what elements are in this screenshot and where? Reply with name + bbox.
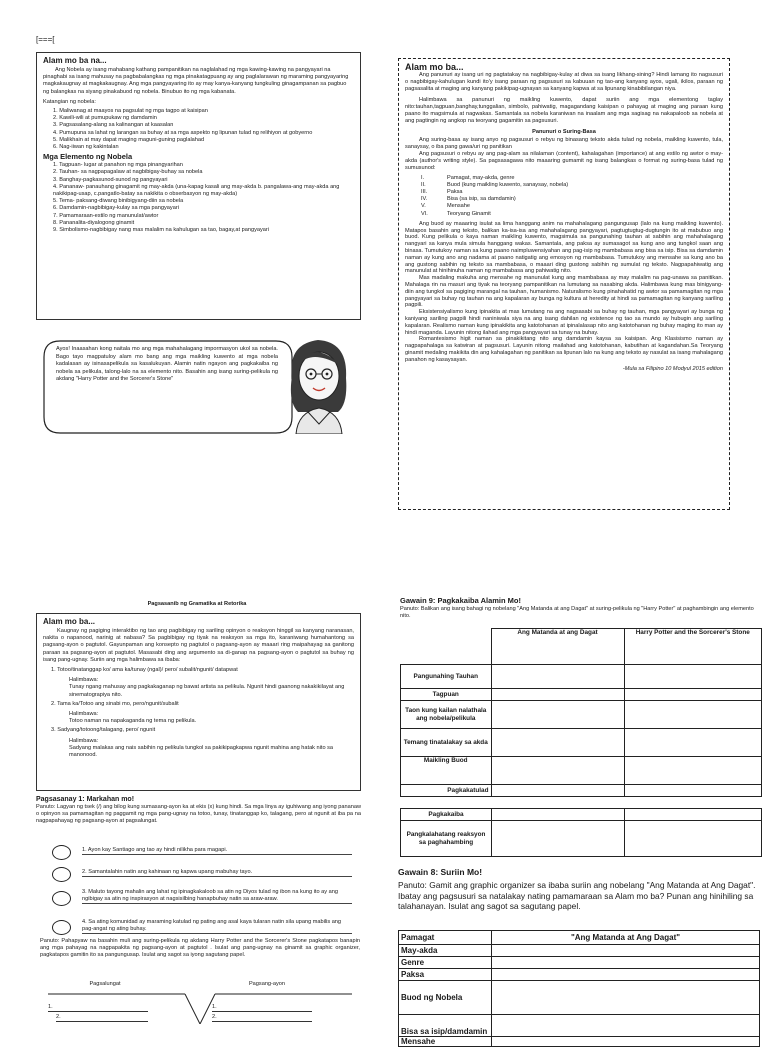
panunuri-definition: Ang panunuri ay isang uri ng pagtatakay na nagbibigay-kulay at diwa sa isang likhang-sining? Hindi lamang ito nagsusuri o nagbibigay-kahulugan kundi ito'y isang paraan ng pagsusuri sa kabuuan ng tao-ang kanyang ayos, ugali, ikilos, paraan ng pagsasalita at maging ang kanyang pakikipag-ugnayan sa kanyang kapwa at sa lipunang kinabibilangan niya. xyxy=(405,72,723,93)
panel-heading: Alam mo ba na... xyxy=(43,56,107,65)
statement-row: 4. Sa ating komunidad ay maraming katulad ng pating ang asal kaya tularan natin sila upang mabilis ang pag-angat ng ating buhay. xyxy=(52,917,357,941)
list-item: 2. Kawili-wili at pumupukaw ng damdamin xyxy=(53,115,157,122)
example-item: 2. Tama ka/Totoo ang sinabi mo, pero/ngunit/subalit Halimbawa: Totoo naman na napakaganda ng tema ng pelikula. xyxy=(51,700,197,725)
answer-line[interactable]: 2. xyxy=(56,1014,148,1022)
list-item: 9. Simbolismo-nagbibigay nang mas malalim na kahulugan sa tao, bagay,at pangyayari xyxy=(53,227,270,234)
column-header: "Ang Matanda at Ang Dagat" xyxy=(492,931,760,945)
table-cell[interactable] xyxy=(625,821,762,857)
row-label: Pamagat xyxy=(399,931,492,945)
table-cell[interactable] xyxy=(492,981,760,1015)
example-item: 3. Sadyang/totoong/talagang, pero/ ngunit Halimbawa: Sadyang malakas ang nais sabihin ng pelikula tungkol sa pakikipagkapwa ngunit mahina ang hatak nito sa manonood. xyxy=(51,727,334,759)
panel-heading: Alam mo ba... xyxy=(43,617,96,626)
buod-paragraph: Ang buod ay maaaring isulat sa lima hanggang anim na mahahalagang pangungusap (lalo na kung maikling kuwento). Matapos basahin ang teksto, balikan ka-isa-isa ang mahahalagang pangyayari, pagtugtugtug-dugtungin ito at mabubuo ang buod. Kung pelikula o kaya naman maikling kuwento, magsimula sa pangunahing tauhan at sabihin ang mahahalagang nangyari sa kanya mula simula hanggang wakas. Samantala, ang paksa ay sumasagot sa kung ano ang tungkol saan ang binasa. Tumutukoy naman sa kung paano naimpluwensiyahan ang pag-isip ng mambabasa ang bisa sa isip. Bisa sa damdamin naman ay kung ano ang nadama at paano natigatig ang emosyon ng mambabasa. Tumutukoy ang mensahe sa kung ano ba ang gustong sabihin ng teksto sa mambabasa, o maaari ding gustong sabihin ng sumulat ng teksto. Nagpapahiwatig ang manunulat at hinihinuha naman ng mambabasa ang pahiwatig nito. xyxy=(405,220,723,275)
teorya-paragraph: Mas madaling makuha ang mensahe ng manunulat kung ang mambabasa ay may malalim na pag-unawa sa panitikan. Mahalaga rin na masuri ang tiyak na teoryang pampanitikan na lumutang sa nasabing akda. Halimbawa kung mas binigyang-diin ang tungkol sa pagiging marangal na tauhan, humanismo. Naturalismo kung pinahahatid ng awtor sa pamamagitan ng mga pangyayari sa buhay ng tauhan na ang kapalaran ay bunga ng kultura at heredity at hindi sa pamamagitan ng kanyang sariling pagpili. xyxy=(405,275,723,309)
table-cell[interactable] xyxy=(491,757,624,785)
speech-bubble-text: Ayos! Inaasahan kong naitala mo ang mga mahahalagang impormasyon ukol sa nobela. Bago tayo magpatuloy alam mo bang ang mga maikling kuwento at mga nobela kadalasan ay isinasapelikula sa kasalukuyan. Alamin natin ngayon ang pagkakaiba ng nobela sa pelikula, talong-lalo na sa elemento nito. Basahin ang isang suring-pelikula ng akdang "Harry Potter and the Sorcerer's Stone" xyxy=(56,346,278,383)
panel-heading: Alam mo ba... xyxy=(405,62,464,72)
list-item: IV. Bisa (sa isip, sa damdamin) xyxy=(421,196,516,203)
statement-row: 3. Maluto tayong mahalin ang lahat ng ipinagkakaloob sa atin ng Diyos tulad ng ibon na kung ito ay ang ngibigay sa atin ng inspirasyon at nagsisilbing hanapbuhay natin sa araw-araw. xyxy=(52,887,357,917)
statement-row: 2. Samantalahin natin ang kahinaan ng kapwa upang mabuhay tayo. xyxy=(52,865,357,887)
activity-title: Gawain 8: Suriin Mo! xyxy=(398,867,483,877)
activity-instructions: Panuto: Gamit ang graphic organizer sa ibaba suriin ang nobelang "Ang Matanda at Ang Dagat". Ibatay ang pagsusuri sa natalakay nating pamamaraan sa Alam mo ba? Punan ang hinihiling sa talahanayan. Isulat ang sagot sa sagutang papel. xyxy=(398,880,756,912)
list-item: I. Pamagat, may-akda, genre xyxy=(421,174,515,181)
table-cell[interactable] xyxy=(492,821,625,857)
list-item: V. Mensahe xyxy=(421,203,471,210)
list-item: 6. Nag-iiwan ng kakintalan xyxy=(53,144,119,151)
row-label: Pagkakatulad xyxy=(401,785,492,797)
list-item: 2. Tauhan- sa nagpapagalaw at nagbibigay-buhay sa nobela xyxy=(53,169,203,176)
table-cell[interactable] xyxy=(624,665,762,689)
table-cell[interactable] xyxy=(492,969,760,981)
romantisismo-paragraph: Romantesismo higit naman sa pinakikitang nito ang damdamin kaysa sa kaisipan. Ang Klasisismo naman ay nagpapahalaga sa katwiran at pagsusuri. Layunin nitong mailahad ang katotohanan, kabutihan at kagandahan.Sa Teoryang ginamit medaling makikita din ang kahalagahan ng panitikan sa lipunan lalo na kung ang teksto ay nasulat sa isang mahalagang panahon ng kasaysayan. xyxy=(405,336,723,363)
list-item: 1. Tagpuan- lugar at panahon ng mga pinangyarihan xyxy=(53,162,183,169)
table-cell[interactable] xyxy=(491,785,624,797)
comparison-table xyxy=(400,628,762,797)
table-cell[interactable] xyxy=(491,729,624,757)
table-cell[interactable] xyxy=(624,757,762,785)
activity-title: Gawain 9: Pagkakaiba Alamin Mo! xyxy=(400,596,522,605)
example-item: 1. Totoo/tinatanggap ko/ ama ka/tunay (ngal)/ pero/ subalit/ngunit/ datapwat Halimbawa: Tunay ngang mahusay ang pagkakaganap ng bawat artista sa pelikula. Ngunit hindi gaanong nakakikilayat ang sinematograpiya nito. xyxy=(51,667,345,698)
list-item: 5. Malikhain at may dapat maging maguni-guning paglalahad xyxy=(53,136,205,143)
answer-line[interactable]: 1. xyxy=(212,1004,312,1012)
elements-paragraph: Halimbawa sa panunuri ng maikling kuwento, dapat suriin ang mga elementong taglay nito:tauhan,tagpuan,banghay,tunggalian, simbolo, pahiwatig, magagandang kaisipan o pahayag at maging ang paraan kung paano ito magsimula at nagwakas. Samantala sa nobela karaniwan na inaalam ang mga sagisag na nakapaloob sa nobela at ang pagtingin ng angkop na teoryang gagamitin sa pagsusuri. xyxy=(405,96,723,125)
row-label: May-akda xyxy=(399,945,492,957)
elements-list xyxy=(53,162,354,234)
answer-line[interactable]: 1. xyxy=(48,1004,148,1012)
row-label: Genre xyxy=(399,957,492,969)
exercise-section xyxy=(36,796,361,826)
row-label: Paksa xyxy=(399,969,492,981)
table-cell[interactable] xyxy=(492,809,625,821)
row-label: Pangkalahatang reaksyon sa paghahambing xyxy=(401,821,492,857)
list-item: 3. Banghay-pagkasunod-sunod ng pangyayari xyxy=(53,176,168,183)
review-paragraph: Ang pagsusuri o rebyu ay ang pag-alam sa nilalaman (content), kahalagahan (importance) at ang estilo ng awtor o may-akda (author's writing style). Sa pagsasagawa nito maaaring gumamit ng isang balangkas o format ng suring-basa tulad ng sumusunod: xyxy=(405,151,723,172)
table-corner xyxy=(401,629,492,665)
list-item: 4. Pananaw- panauhang ginagamit ng may-akda (una-kapag kasali ang may-akda b. pangalawa-ang may-akda ang nakikipag-usap, c.pangatlo-batay sa nakikita o obserbasyon ng may-akda) xyxy=(53,183,340,198)
elements-title: Mga Elemento ng Nobela xyxy=(43,152,133,162)
answer-circle[interactable] xyxy=(52,867,71,882)
list-item: VI. Teoryang Ginamit xyxy=(421,210,491,217)
table-cell[interactable] xyxy=(624,785,762,797)
table-cell[interactable] xyxy=(624,729,762,757)
row-label: Maikling Buod xyxy=(401,757,492,785)
table-cell[interactable] xyxy=(624,701,762,729)
source-note: -Mula sa Filipino 10 Modyul 2015 edition xyxy=(622,365,723,372)
activity-instructions: Panuto: Balikan ang isang bahagi ng nobelang "Ang Matanda at ang Dagat" at suring-pelikula ng "Harry Potter" at paghambingin ang elemento nito. xyxy=(400,606,754,620)
characteristics-list xyxy=(53,108,354,151)
suring-basa-definition: Ang suring-basa ay isang anyo ng pagsusuri o rebyu ng binasang teksto akda tulad ng nobela, maikling kuwento, tula, sanaysay, o iba pang gawa/uri ng panitikan xyxy=(405,136,723,150)
analysis-table xyxy=(398,930,760,1047)
table-cell[interactable] xyxy=(492,945,760,957)
column-header: Ang Matanda at ang Dagat xyxy=(491,629,624,665)
suring-basa-panel xyxy=(398,58,730,510)
table-cell[interactable] xyxy=(492,1037,760,1047)
list-item: 3. Pagsasalang-alang sa kalinangan at kaasalan xyxy=(53,122,174,129)
nobela-definition: Ang Nobela ay isang mahabang kathang pampanitikan na naglalahad ng mga kawing-kawing na pangyayari na pinaghabi sa isang mahusay na pagbabalangkas ng mga pinakatagpuang ay ang paglalarawan ng maraming pangyayaring magkakaugnay at magkakaugnay. Ang mga pangyayaring ito ay may kanya-kanyang tungkuling ginagampanan sa pagbuo ng balangkas na siyang pinakabuod ng nobela. Binubuo ito ng mga kabanata. xyxy=(43,67,349,95)
list-item: II. Buod (kung maikling kuwento, sanaysay, nobela) xyxy=(421,181,569,188)
list-item: III. Paksa xyxy=(421,189,463,196)
organizer-instructions: Panuto: Pahapyaw na basahin muli ang suring-pelikula ng akdang Harry Potter and the Sorcerer's Stone pagkatapos banapin ang mga pahayag na nagpapakita ng pagsang-ayon at pagtutol . Isulat ang pang-ugnay na ginamit sa graphic organizer, pagkatapos gamitin ito sa pangungusap. Isulat ang sagot sa iyong sagutang papel. xyxy=(40,938,360,959)
page-title: Pagsasanib ng Gramatika at Retorika xyxy=(147,601,247,607)
statement-row: 1. Ayon kay Santiago ang tao ay hindi nilikha para magapi. xyxy=(52,843,357,865)
nobela-info-panel xyxy=(36,52,361,320)
row-label: Mensahe xyxy=(399,1037,492,1047)
row-label: Pagkakaiba xyxy=(401,809,492,821)
intro-paragraph: Kaugnay ng pagiging interaktibo ng tao ang pagbibigay ng sariling opinyon o reaksyon hinggil sa kanyang naranasan, nakita o napanood, narinig at nabasa? Sa pagbibigay ng tiyak na reaksyon sa mga ito, karaniwang humahantong sa pagsang-ayon o pagtutol. Gayunpaman ang konsepto ng pagtutol o pagsang-ayon ay maaari ring maipahayag sa ganitong paraan sa pagsang-ayon at pagtutol. Masasabi ding ang argumento sa di-ganap na pagsang-ayon o pagtutol sa buhay ng isang pang-ugnay. Suriin ang mga halimbawa sa ibaba: xyxy=(43,628,354,663)
row-label: Pangunahing Tauhan xyxy=(401,665,492,689)
row-label: Buod ng Nobela xyxy=(399,981,492,1015)
table-cell[interactable] xyxy=(625,809,762,821)
gramatika-info-panel xyxy=(36,613,361,791)
table-cell[interactable] xyxy=(624,689,762,701)
table-cell[interactable] xyxy=(492,957,760,969)
teacher-avatar-icon xyxy=(282,334,354,434)
exercise-title: Pagsasanay 1: Markahan mo! xyxy=(36,796,135,803)
answer-circle[interactable] xyxy=(52,845,71,860)
section-subheading: Panunuri o Suring-Basa xyxy=(532,129,596,136)
table-cell[interactable] xyxy=(491,701,624,729)
comparison-table-lower xyxy=(400,808,762,857)
types-title: Katangian ng nobela: xyxy=(43,98,96,105)
table-cell[interactable] xyxy=(491,665,624,689)
table-cell[interactable] xyxy=(492,1015,760,1037)
list-item: 6. Damdamin-nagbibigay-kulay sa mga pangyayari xyxy=(53,205,179,212)
row-label: Temang tinatalakay sa akda xyxy=(401,729,492,757)
row-label: Bisa sa isip/damdamin xyxy=(399,1015,492,1037)
list-item: 7. Pamamaraan-estilo ng manunulat/awtor xyxy=(53,212,159,219)
answer-circle[interactable] xyxy=(52,920,71,935)
eksistensiyalismo-paragraph: Eksistensiyalismo kung ipinakita at mas lumutang na ang nagsasabi sa buhay ng tauhan, mga pangyayari ay bunga ng kaniyang sariling pagpili hindi naniniwala siya na ang isang dahilan ng existence ng tao sa mundo ay hubugin ang sariling kapalaran. Realismo naman kung ipinakikita ang katotohanan at ipinalalasap nito ang katotohanan ng buhay maging ito man ay hindi maganda. Layunin nitong ilahad ang mga pangyayari sa tunay na buhay. xyxy=(405,309,723,336)
review-outline xyxy=(421,175,723,218)
exercise-instructions: Panuto: Lagyan ng tsek (/) ang bilog kung sumasang-ayon ka at ekis (x) kung hindi. Sa mga linya ay iguhiwang ang iyong pananaw o opinyon sa pamamagitan ng paggamit ng mga pang-ugnay na totoo, tunay, tinatanggap ko, talagang, pero at ngunit at iba pa na nagpapahayag ng pagsang-ayon at pagsalungat. xyxy=(36,804,361,825)
table-cell[interactable] xyxy=(491,689,624,701)
row-label: Tagpuan xyxy=(401,689,492,701)
row-label: Taon kung kailan nalathala ang nobela/pelikula xyxy=(401,701,492,729)
corner-mark: [===[ xyxy=(36,35,55,44)
column-label-left: Pagsalungat xyxy=(89,981,121,987)
answer-line[interactable]: 2. xyxy=(212,1014,312,1022)
list-item: 5. Tema- paksang-diwang binibigyang-diin sa nobela xyxy=(53,198,184,205)
statements-list xyxy=(52,843,357,941)
list-item: 1. Maliwanag at maayos na pagsulat ng mga tagpo at kaisipan xyxy=(53,108,208,115)
column-label-right: Pagsang-ayon xyxy=(248,981,286,987)
list-item: 8. Pananalita-diyalogong ginamit xyxy=(53,219,135,226)
list-item: 4. Pumupuna sa lahat ng larangan sa buhay at sa mga aspekto ng lipunan tulad ng relihiyon at gobyerno xyxy=(53,129,313,136)
column-header: Harry Potter and the Sorcerer's Stone xyxy=(624,629,762,665)
answer-circle[interactable] xyxy=(52,891,71,906)
